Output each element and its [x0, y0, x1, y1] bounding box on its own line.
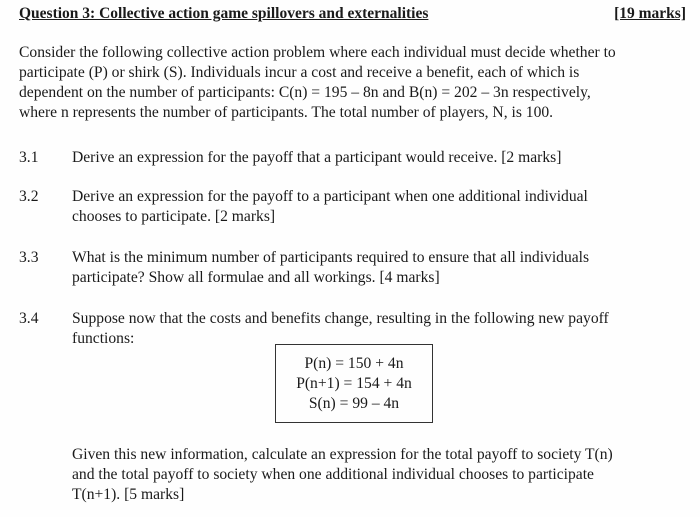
question-marks: [19 marks] [614, 5, 686, 22]
final-line: T(n+1). [5 marks] [72, 486, 185, 503]
subquestion-text [72, 148, 687, 168]
subquestion-line: Suppose now that the costs and benefits change, resulting in the following new payoff [72, 310, 609, 327]
intro-line: dependent on the number of participants: C(n) = 195 – 8n and B(n) = 202 – 3n respectively, [19, 84, 591, 101]
subquestion-line: What is the minimum number of participants required to ensure that all individuals [72, 249, 590, 266]
subquestion-number: 3.2 [19, 188, 39, 205]
subquestion-text [72, 248, 687, 288]
subquestion-text [72, 187, 687, 227]
formula-participant-payoff: P(n) = 150 + 4n [304, 355, 404, 372]
intro-line: Consider the following collective action problem where each individual must decide whether to [19, 44, 616, 61]
subquestion-line: Derive an expression for the payoff that a participant would receive. [2 marks] [72, 149, 562, 166]
final-line: Given this new information, calculate an expression for the total payoff to society T(n) [72, 446, 613, 463]
intro-line: participate (P) or shirk (S). Individuals incur a cost and receive a benefit, each of which is [19, 64, 580, 81]
intro-paragraph [19, 43, 689, 123]
question-title: Question 3: Collective action game spillovers and externalities [19, 5, 429, 22]
formula-shirker-payoff: S(n) = 99 – 4n [308, 395, 400, 412]
subquestion-number: 3.3 [19, 249, 39, 266]
final-paragraph [72, 445, 692, 505]
subquestion-text [72, 309, 687, 349]
formula-participant-payoff-plus-one: P(n+1) = 154 + 4n [296, 375, 412, 392]
subquestion-line: participate? Show all formulae and all workings. [4 marks] [72, 269, 440, 286]
subquestion-line: Derive an expression for the payoff to a participant when one additional individual [72, 188, 588, 205]
final-line: and the total payoff to society when one additional individual chooses to participate [72, 466, 594, 483]
intro-line: where n represents the number of participants. The total number of players, N, is 100. [19, 104, 554, 121]
subquestion-line: functions: [72, 330, 135, 347]
subquestion-number: 3.4 [19, 310, 39, 327]
payoff-formula-box [275, 344, 433, 423]
subquestion-line: chooses to participate. [2 marks] [72, 208, 276, 225]
question-header [19, 5, 686, 27]
subquestion-number: 3.1 [19, 149, 39, 166]
